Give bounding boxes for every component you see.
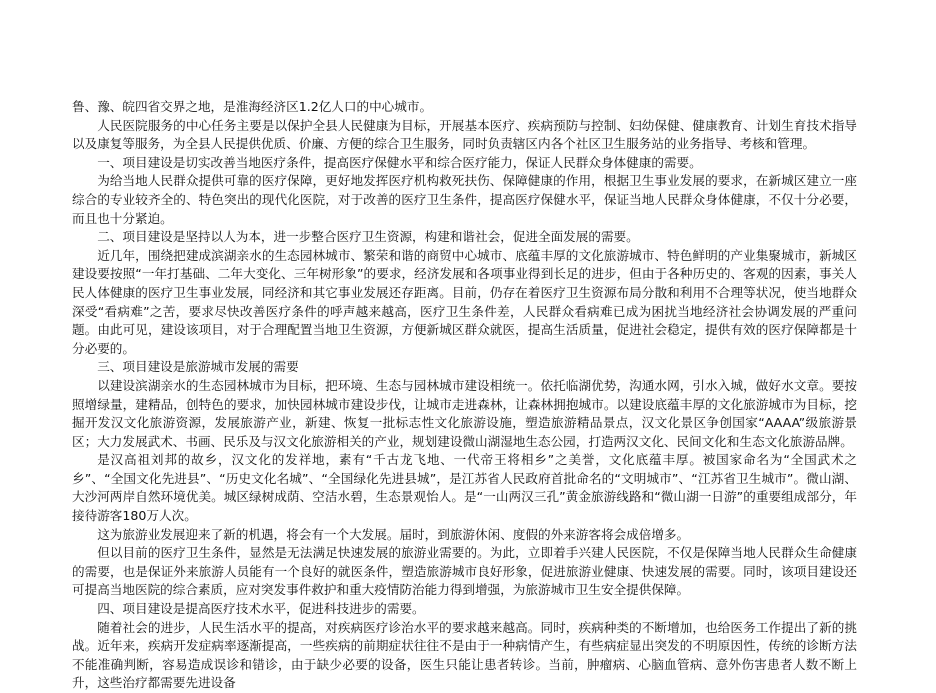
paragraph-hospital-mission: 人民医院服务的中心任务主要是以保护全县人民健康为目标，开展基本医疗、疾病预防与控制、妇幼保健、健康教育、计划生育技术指导以及康复等服务，为全县人民提供优质、价廉、方便的综合卫生服务，同时负责辖区内各个社区卫生服务站的业务指导、考核和管理。 bbox=[72, 117, 857, 152]
paragraph-tourism-needs: 但以目前的医疗卫生条件，显然是无法满足快速发展的旅游业需要的。为此，立即着手兴建人民医院，不仅是保障当地人民群众生命健康的需要，也是保证外来旅游人员能有一个良好的就医条件，塑造旅游城市良好形象，促进旅游业健康、快速发展的需要。同时，该项目建设还可提高当地医院的综合素质，应对突发事件救护和重大疫情防治能力得到增强，为旅游城市卫生安全提供保障。 bbox=[72, 545, 857, 598]
paragraph-medical-conditions: 为给当地人民群众提供可靠的医疗保障，更好地发挥医疗机构救死扶伤、保障健康的作用，根据卫生事业发展的要求，在新城区建立一座综合的专业较齐全的、特色突出的现代化医院，对于改善的医疗卫生条件，提高医疗保健水平，保证当地人民群众身体健康，不仅十分必要，而且也十分紧迫。 bbox=[72, 173, 857, 226]
section-heading-1: 一、项目建设是切实改善当地医疗条件，提高医疗保健水平和综合医疗能力，保证人民群众身体健康的需要。 bbox=[97, 154, 702, 170]
paragraph-development: 近几年，围绕把建成滨湖亲水的生态园林城市、繁荣和谐的商贸中心城市、底蕴丰厚的文化旅游城市、特色鲜明的产业集聚城市，新城区建设要按照“一年打基础、二年大变化、三年树形象”的要求，经济发展和各项事业得到长足的进步，但由于各种历史的、客观的因素，事关人民人体健康的医疗卫生事业发展，同经济和其它事业发展还存距离。目前，仍存在着医疗卫生资源布局分散和利用不合理等状况，使当地群众深受“看病难”之苦，要求尽快改善医疗条件的呼声越来越高，医疗卫生条件差，人民群众看病难已成为困扰当地经济社会协调发展的严重问题。由此可见，建设该项目，对于合理配置当地卫生资源，方便新城区群众就医，提高生活质量，促进社会稳定，提供有效的医疗保障都是十分必要的。 bbox=[72, 247, 857, 356]
section-heading-2: 二、项目建设是坚持以人为本，进一步整合医疗卫生资源，构建和谐社会，促进全面发展的需要。 bbox=[97, 229, 639, 245]
paragraph-tourism-opportunity: 这为旅游业发展迎来了新的机遇，将会有一个大发展。届时，到旅游休闲、度假的外来游客将会成倍增多。 bbox=[97, 526, 690, 542]
section-heading-3: 三、项目建设是旅游城市发展的需要 bbox=[97, 359, 299, 375]
section-heading-4: 四、项目建设是提高医疗技术水平，促进科技进步的需要。 bbox=[97, 601, 425, 617]
paragraph-intro-continuation: 鲁、豫、皖四省交界之地，是淮海经济区1.2亿人口的中心城市。 bbox=[72, 99, 433, 114]
paragraph-hometown: 是汉高祖刘邦的故乡，汉文化的发祥地，素有“千古龙飞地、一代帝王将相乡”之美誉，文化底蕴丰厚。被国家命名为“全国武术之乡”、“全国文化先进县”、“历史文化名城”、“全国绿化先进县城”，是江苏省人民政府首批命名的“文明城市”、“江苏省卫生城市”。微山湖、大沙河两岸自然环境优美。城区绿树成荫、空洁水碧，生态景观怡人。是“一山两汉三孔”黄金旅游线路和“微山湖一日游”的重要组成部分，年接待游客180万人次。 bbox=[72, 452, 857, 524]
document-page bbox=[72, 98, 857, 693]
paragraph-eco-city: 以建设滨湖亲水的生态园林城市为目标，把环境、生态与园林城市建设相统一。依托临湖优势，沟通水网，引水入城，做好水文章。要按照增绿量，建精品，创特色的要求，加快园林城市建设步伐，让城市走进森林，让森林拥抱城市。以建设底蕴丰厚的文化旅游城市为目标，挖掘开发汉文化旅游资源，发展旅游产业，新建、恢复一批标志性文化旅游设施，塑造旅游精品景点，汉文化景区争创国家“AAAA”级旅游景区；大力发展武术、书画、民乐及与汉文化旅游相关的产业，规划建设微山湖湿地生态公园，打造两汉文化、民间文化和生态文化旅游品牌。 bbox=[72, 377, 857, 449]
paragraph-technology: 随着社会的进步，人民生活水平的提高，对疾病医疗诊治水平的要求越来越高。同时，疾病种类的不断增加，也给医务工作提出了新的挑战。近年来，疾病开发症病率逐渐提高，一些疾病的前期症状往往不是由于一种病情产生，有些病症显出突发的不明原因性，传统的诊断方法不能准确判断，容易造成误诊和错诊，由于缺少必要的设备，医生只能让患者转诊。当前，肿瘤病、心脑血管病、意外伤害患者人数不断上升，这些治疗都需要先进设备 bbox=[72, 619, 857, 691]
